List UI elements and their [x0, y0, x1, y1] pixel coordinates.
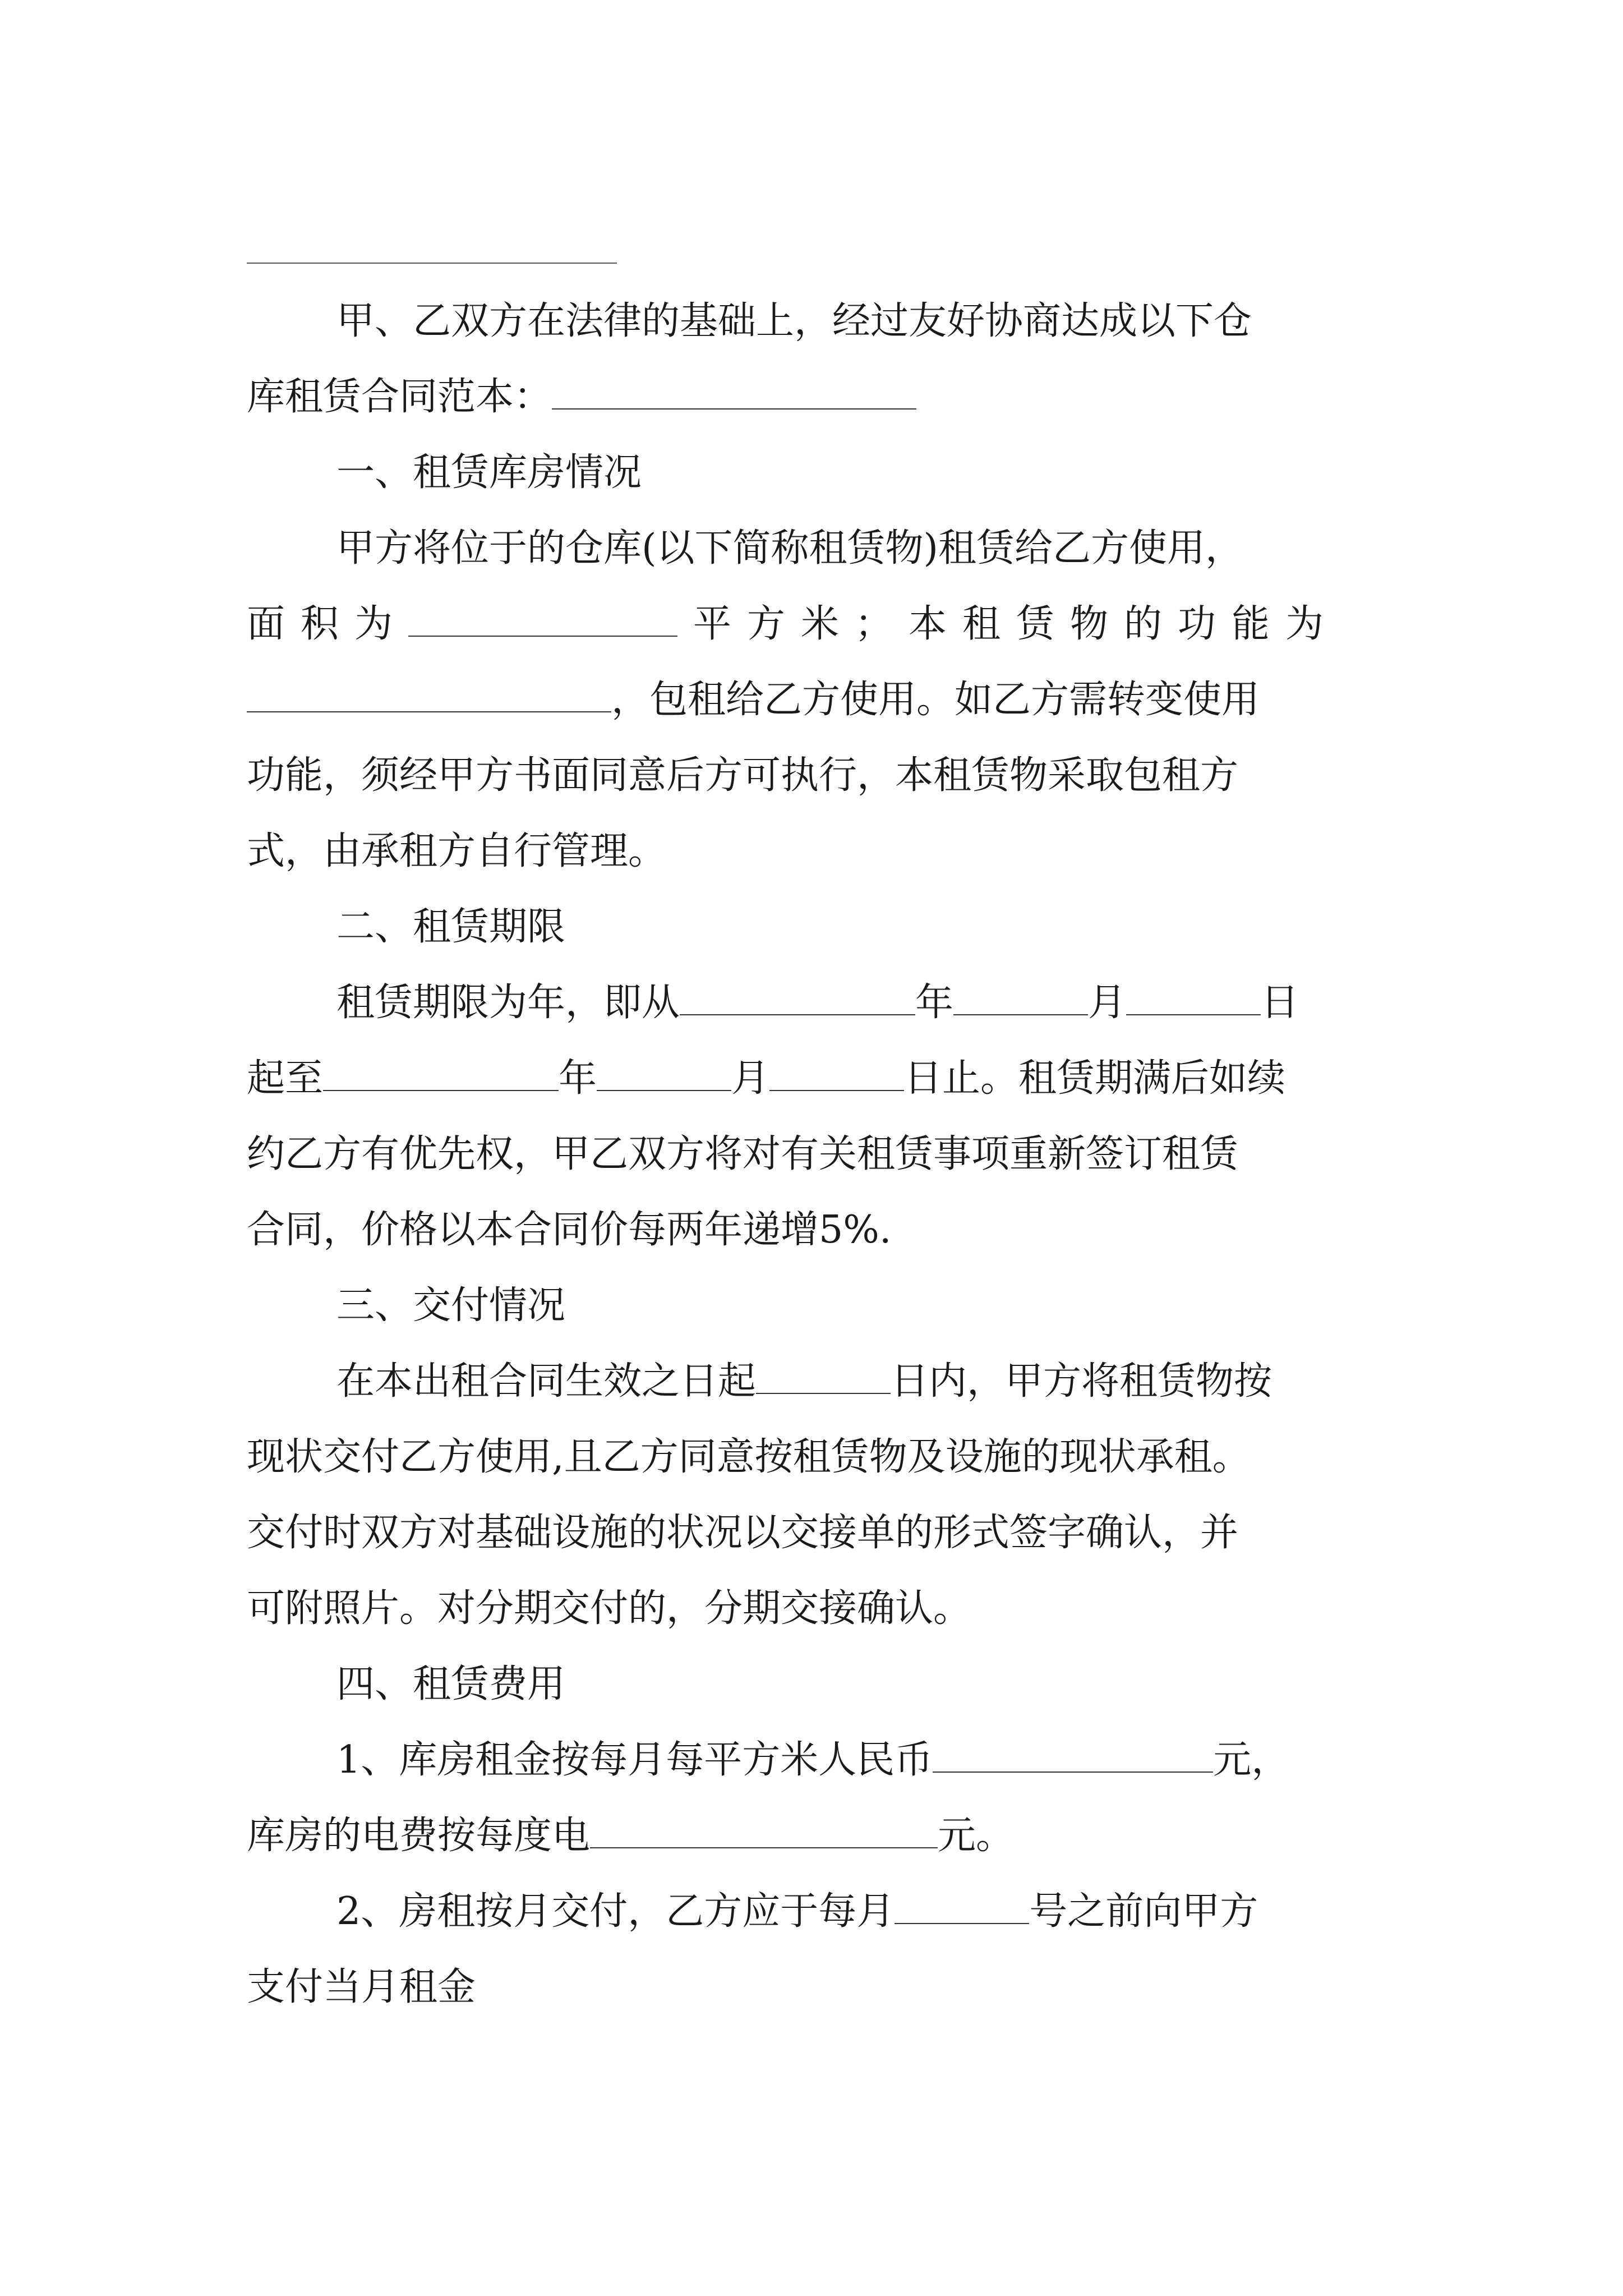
- heading-text: 二、租赁期限: [336, 905, 566, 949]
- heading-text: 三、交付情况: [336, 1283, 566, 1328]
- end-month-blank: [597, 1051, 731, 1091]
- text: 可附照片。对分期交付的，分期交接确认。: [247, 1586, 972, 1631]
- text: 支付当月租金: [247, 1965, 476, 2009]
- paragraph-warehouse-line-5: [247, 823, 1391, 880]
- paragraph-fee-1-line-1: [247, 1732, 1481, 1788]
- paragraph-term-line-1: [247, 975, 1481, 1031]
- text: 月: [731, 1056, 770, 1101]
- blank-field: [552, 369, 916, 409]
- electricity-price-blank: [590, 1808, 938, 1848]
- section-heading-4: [247, 1657, 1481, 1713]
- paragraph-delivery-line-4: [247, 1581, 1391, 1637]
- text: 日: [1261, 981, 1299, 1025]
- delivery-days-blank: [756, 1354, 891, 1394]
- section-heading-1: [247, 445, 1481, 501]
- text: 平方米；本租赁物的功能为: [693, 602, 1340, 646]
- paragraph-delivery-line-2: [247, 1429, 1391, 1485]
- paragraph-term-line-4: [247, 1202, 1391, 1258]
- end-year-blank: [323, 1051, 559, 1091]
- start-year-blank: [680, 975, 915, 1015]
- text: 年: [915, 981, 954, 1025]
- section-heading-3: [247, 1278, 1481, 1334]
- heading-text: 一、租赁库房情况: [336, 450, 642, 495]
- paragraph-fee-2-line-1: [247, 1884, 1481, 1940]
- text: 甲方将位于的仓库(以下简称租赁物)租赁给乙方使用，: [336, 526, 1244, 570]
- text: 元。: [938, 1814, 1015, 1858]
- text: 元，: [1213, 1738, 1290, 1782]
- paragraph-warehouse-line-3: [247, 672, 1391, 728]
- text: 库租赁合同范本：: [247, 375, 552, 419]
- text: 日止。租赁期满后如续: [904, 1056, 1286, 1101]
- payment-day-blank: [895, 1884, 1029, 1924]
- text: 面积为: [247, 602, 409, 646]
- paragraph-intro-line-1: [247, 293, 1481, 349]
- text: 1、库房租金按每月每平方米人民币: [336, 1738, 933, 1782]
- text: 库房的电费按每度电: [247, 1814, 591, 1858]
- rent-price-blank: [933, 1732, 1213, 1773]
- text: 租赁期限为年，即从: [336, 981, 680, 1025]
- area-blank-field: [408, 596, 677, 637]
- text: 2、房租按月交付，乙方应于每月: [336, 1889, 895, 1934]
- start-month-blank: [953, 975, 1088, 1015]
- paragraph-warehouse-line-1: [247, 521, 1481, 577]
- paragraph-term-line-2: [247, 1051, 1391, 1107]
- text: 功能，须经甲方书面同意后方可执行，本租赁物采取包租方: [247, 753, 1239, 798]
- text: 年: [559, 1056, 597, 1101]
- paragraph-delivery-line-3: [247, 1505, 1391, 1561]
- paragraph-warehouse-line-2: [247, 596, 1391, 652]
- text: 月: [1088, 981, 1127, 1025]
- text: 现状交付乙方使用,且乙方同意按租赁物及设施的现状承租。: [247, 1435, 1251, 1479]
- heading-text: 四、租赁费用: [336, 1662, 566, 1706]
- text: 甲、乙双方在法律的基础上，经过友好协商达成以下仓: [336, 299, 1252, 343]
- header-rule: [247, 263, 617, 264]
- paragraph-term-line-3: [247, 1126, 1391, 1182]
- text: 号之前向甲方: [1029, 1889, 1258, 1934]
- text: ，包租给乙方使用。如乙方需转变使用: [611, 678, 1260, 722]
- paragraph-fee-1-line-2: [247, 1808, 1391, 1864]
- text: 在本出租合同生效之日起: [336, 1359, 757, 1404]
- paragraph-warehouse-line-4: [247, 748, 1391, 804]
- end-day-blank: [769, 1051, 904, 1091]
- text: 约乙方有优先权，甲乙双方将对有关租赁事项重新签订租赁: [247, 1132, 1239, 1176]
- paragraph-intro-line-2: [247, 369, 1391, 425]
- function-blank-field: [247, 672, 611, 712]
- text: 起至: [247, 1056, 324, 1101]
- text: 式，由承租方自行管理。: [247, 829, 667, 873]
- paragraph-delivery-line-1: [247, 1354, 1481, 1410]
- text: 交付时双方对基础设施的状况以交接单的形式签字确认，并: [247, 1511, 1239, 1555]
- paragraph-fee-2-line-2: [247, 1959, 1391, 2016]
- text: 日内，甲方将租赁物按: [891, 1359, 1272, 1404]
- text: 合同，价格以本合同价每两年递增5%.: [247, 1208, 892, 1252]
- section-heading-2: [247, 899, 1481, 955]
- start-day-blank: [1126, 975, 1261, 1015]
